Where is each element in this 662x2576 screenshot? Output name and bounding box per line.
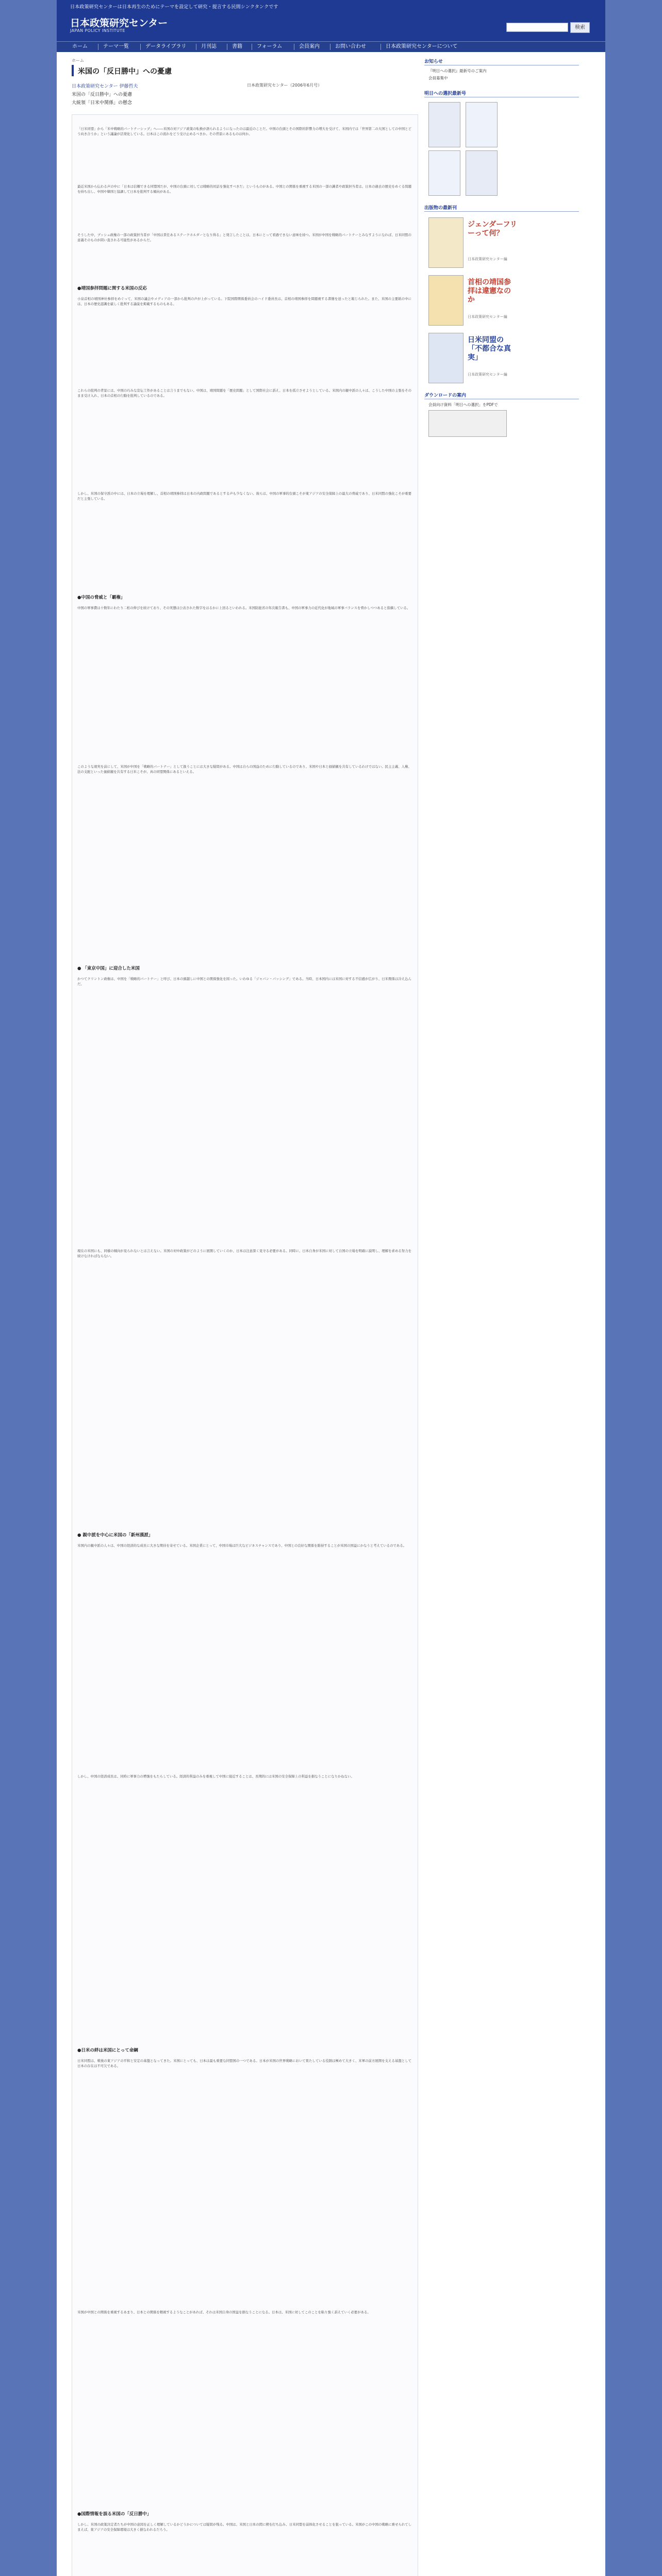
search-input[interactable] [506, 23, 568, 32]
article-body [72, 114, 418, 2576]
article-lead: 米国の「反日勝中」への憂慮 [72, 92, 133, 97]
article-paragraph: しかし、米国の保守派の中には、日本の立場を理解し、首相の靖国参拝は日本の内政問題であるとする声も少なくない。彼らは、中国の軍事的台頭こそが東アジアの安全保障上の最大の脅威であり、日米同盟の強化こそが重要だと主張している。 [77, 492, 411, 501]
article-paragraph: このような現実を前にして、米国が中国を「戦略的パートナー」として扱うことには大きな疑問がある。中国は自らの国益のために行動しているのであり、米国や日本と価値観を共有しているわけではない。民主主義、人権、法の支配といった価値観を共有する日米こそが、真の同盟関係にあるといえる。 [77, 765, 411, 774]
book-meta: 日本政策研究センター編 [468, 372, 507, 377]
page [57, 0, 605, 2576]
main-content [72, 57, 420, 2576]
article-paragraph: 現在の米国にも、同様の傾向が見られないとは言えない。米国の対中政策がどのように展開していくのか、日本は注意深く見守る必要がある。同時に、日本自身が米国に対して自国の立場を明確に説明し、理解を求める努力を続けなければならない。 [77, 1249, 411, 1258]
sidebar-download-title: ダウンロードの案内 [424, 393, 467, 398]
section-heading: ●国際情報を誤る米国の「反日勝中」 [77, 2512, 152, 2517]
search-button[interactable]: 検索 [570, 22, 590, 33]
nav-item-about[interactable]: 日本政策研究センターについて [386, 44, 458, 49]
nav-item-members[interactable]: 会員案内 [299, 44, 320, 49]
article-paragraph: 「日米同盟」から「米中戦略的パートナーシップ」へ――米国の対アジア政策の転換が語られるようになったのは最近のことだ。中国の台頭とその国際的影響力の増大を受けて、米国内では「世界第二の大国としての中国とどう向き合うか」という議論が活発化している。日本はこの流れをどう受け止めるべきか。その背景にあるものは何か。 [77, 127, 411, 136]
nav-item-forum[interactable]: フォーラム [257, 44, 283, 49]
nav-item-library[interactable]: データライブラリ [145, 44, 187, 49]
nav-item-books[interactable]: 書籍 [232, 44, 242, 49]
sidebar [424, 57, 594, 675]
section-heading: ●日米の絆は米国にとって命綱 [77, 2048, 138, 2053]
book-meta: 日本政策研究センター編 [468, 315, 507, 319]
download-banner[interactable] [428, 410, 507, 437]
sidebar-download-text[interactable]: 会員向け資料「明日への選択」をPDFで [428, 402, 498, 407]
sidebar-notice-item[interactable]: 会員募集中 [428, 76, 448, 80]
section-heading: ● 「東京中国」に迎合した米国 [77, 966, 140, 971]
article-paragraph: 米国が中国との関係を重視するあまり、日本との関係を軽視するようなことがあれば、それは米国自身の国益を損なうことになる。日本は、米国に対してこのことを粘り強く訴えていく必要がある。 [77, 2310, 371, 2314]
article-paragraph: 日米同盟は、戦後の東アジアの平和と安定の基盤となってきた。米国にとっても、日本は最も重要な同盟国の一つである。日本が米国の世界戦略において果たしている役割は極めて大きく、米軍の前方展開を支える基盤として日本の存在は不可欠である。 [77, 2059, 411, 2068]
nav-item-contact[interactable]: お問い合わせ [335, 44, 366, 49]
site-logo[interactable]: 日本政策研究センター [70, 18, 168, 29]
breadcrumb[interactable]: ホーム [72, 58, 84, 63]
magazine-cover[interactable] [466, 102, 498, 147]
title-bar [72, 65, 422, 76]
book-cover[interactable] [428, 333, 464, 383]
sidebar-magazine-title: 明日への選択最新号 [424, 91, 467, 96]
sidebar-notice-item[interactable]: 『明日への選択』最新号のご案内 [428, 69, 487, 73]
book-title[interactable]: 首相の靖国参拝は違憲なのか [468, 278, 511, 304]
article-paragraph: そうした中、ブッシュ政権の一部の政策担当者が「中国は責任あるステークホルダーとなり得る」と発言したことは、日本にとって看過できない意味を持つ。米国が中国を戦略的パートナーとみなすようになれば、日米同盟の意義そのものが問い直される可能性があるからだ。 [77, 233, 411, 242]
page-title: 米国の「反日勝中」への憂慮 [78, 67, 172, 76]
book-meta: 日本政策研究センター編 [468, 257, 507, 261]
article-paragraph: 中国の軍事費は十数年にわたり二桁の伸びを続けており、その実態は公表された数字をはるかに上回るといわれる。米国防総省の年次報告書も、中国の軍事力の近代化が地域の軍事バランスを脅かしつつあると指摘している。 [77, 606, 410, 610]
book-title[interactable]: ジェンダーフリーって何？ [468, 221, 517, 238]
article-paragraph: かつてクリントン政権は、中国を「戦略的パートナー」と呼び、日本の頭越しに中国との関係強化を図った。いわゆる「ジャパン・パッシング」である。当時、日本国内には米国に対する不信感が広がり、日米関係は冷え込んだ。 [77, 977, 411, 986]
book-cover[interactable] [428, 275, 464, 326]
article-author[interactable]: 日本政策研究センター 伊藤哲夫 [72, 84, 138, 89]
sidebar-products-title: 出版物の最新刊 [424, 206, 457, 211]
article-paragraph: これらの批判の背景には、中国の巧みな宣伝工作があることは言うまでもない。中国は、靖国問題を「歴史問題」として国際社会に訴え、日本を孤立させようとしている。米国内の親中派の人々は、こうした中国の主張をそのまま受け入れ、日本の首相の行動を批判しているのである。 [77, 388, 411, 398]
section-heading: ●靖国参拝問題に関する米国の反応 [77, 286, 147, 291]
nav-item-home[interactable]: ホーム [72, 44, 88, 49]
article-paragraph: 米国内の親中派の人々は、中国の経済的な成長に大きな期待を寄せている。米国企業にとって、中国市場は巨大なビジネスチャンスであり、中国との良好な関係を維持することが米国の国益にかなうと考えているのである。 [77, 1544, 407, 1548]
magazine-cover[interactable] [428, 102, 460, 147]
section-heading: ● 親中派を中心に米国の「新州漢派」 [77, 1533, 153, 1538]
article-paragraph: しかし、中国の経済成長は、同時に軍事力の増強をもたらしている。経済的利益のみを重視して中国に接近することは、長期的には米国の安全保障上の利益を損なうことになりかねない。 [77, 1774, 354, 1778]
magazine-cover[interactable] [428, 150, 460, 196]
main-nav [57, 41, 605, 52]
site-header [57, 0, 605, 41]
article-sublead: 大統領「日米中関係」の懸念 [72, 100, 133, 106]
nav-item-monthly[interactable]: 月刊誌 [201, 44, 217, 49]
article-paragraph: 小泉首相の靖国神社参拝をめぐって、米国の議会やメディアの一部から批判の声が上がっている。下院国際関係委員会のハイド委員長は、首相の靖国参拝を問題視する書簡を送ったと報じられた。また、米国の主要紙の中には、日本の歴史認識を厳しく批判する論説を掲載するものもある。 [77, 297, 411, 306]
site-tagline: 日本政策研究センターは日本再生のためにテーマを設定して研究・提言する民間シンクタンクです [70, 5, 278, 10]
book-title[interactable]: 日米同盟の「不都合な真実」 [468, 336, 511, 362]
book-cover[interactable] [428, 217, 464, 268]
article-paragraph: しかし、米国の政策決定者たちが中国の意図を正しく理解しているかどうかについては疑問が残る。中国は、米国と日本の間に楔を打ち込み、日米同盟を弱体化させることを狙っている。米国がこの中国の戦略に乗せられてしまえば、東アジアの安全保障環境は大きく損なわれるだろう。 [77, 2522, 411, 2532]
magazine-cover[interactable] [466, 150, 498, 196]
sidebar-notice-title: お知らせ [424, 59, 443, 64]
section-heading: ●中国の脅威と「覇権」 [77, 595, 125, 600]
site-logo-subtitle: JAPAN POLICY INSTITUTE [70, 28, 125, 33]
article-paragraph: 最近米国から伝わる声の中に「日本は信頼できる同盟国だが、中国の台頭に対しては戦略的対話を強化すべきだ」というものがある。中国との関係を重視する米国の一部の識者や政策担当者は、日本の過去の歴史をめぐる問題を持ち出し、中国や韓国と協調して日本を批判する傾向がある。 [77, 184, 411, 194]
nav-item-themes[interactable]: テーマ一覧 [103, 44, 129, 49]
article-source: 日本政策研究センター（2006年6月号） [247, 83, 322, 88]
